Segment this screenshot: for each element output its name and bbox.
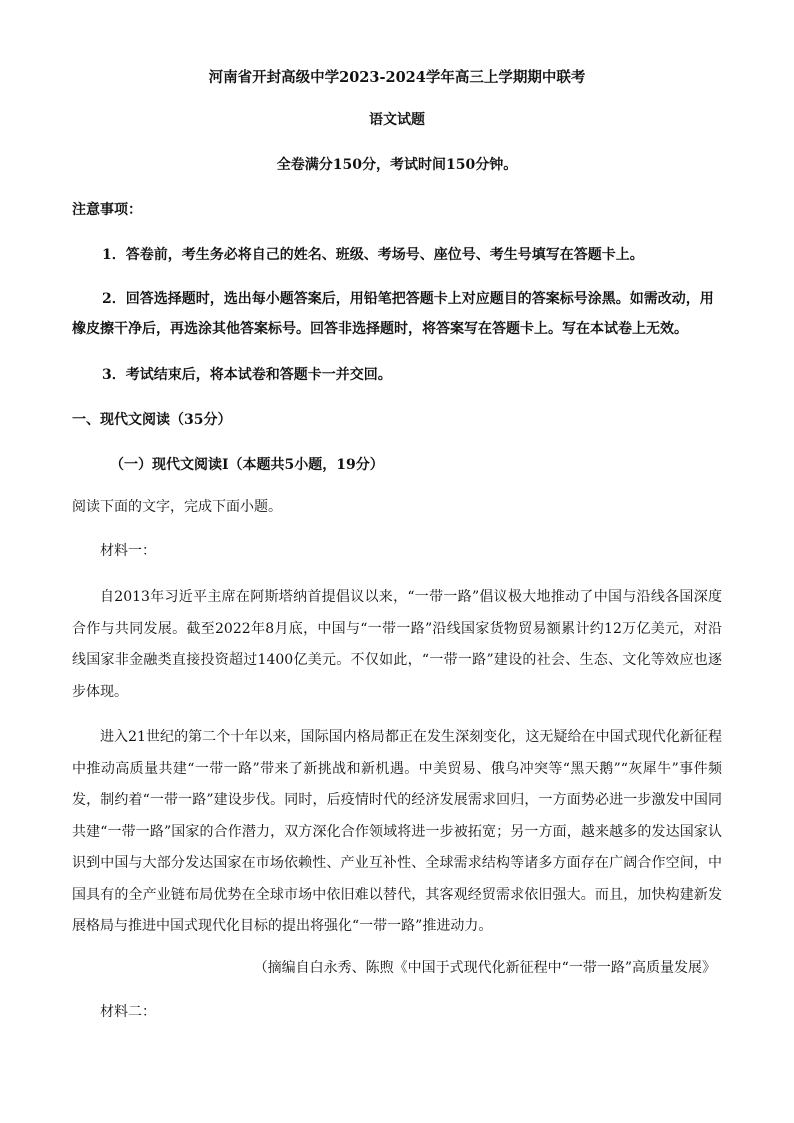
instruction-text: 阅读下面的文字，完成下面小题。 <box>72 499 282 515</box>
sub-section-heading: （一）现代文阅读Ⅰ（本题共5小题，19分） <box>110 457 384 473</box>
notice-heading: 注意事项： <box>72 202 142 218</box>
notice-item-3: 3．考试结束后，将本试卷和答题卡一并交回。 <box>102 367 392 383</box>
material-2-label: 材料二： <box>100 1004 156 1020</box>
material-1-label: 材料一： <box>100 543 156 559</box>
notice-item-1: 1．答卷前，考生务必将自己的姓名、班级、考场号、座位号、考生号填写在答题卡上。 <box>102 247 644 263</box>
score-info: 全卷满分150分，考试时间150分钟。 <box>276 157 518 173</box>
source-citation: （摘编自白永秀、陈煦《中国于式现代化新征程中“一带一路”高质量发展》 <box>253 960 716 976</box>
notice-item-2: 2．回答选择题时，选出每小题答案后，用铅笔把答题卡上对应题目的答案标号涂黑。如需改动，用 <box>102 291 714 307</box>
notice-item-2-cont: 橡皮擦干净后，再选涂其他答案标号。回答非选择题时，将答案写在答题卡上。写在本试卷上无效。 <box>72 321 688 337</box>
material-1-paragraph-2: 进入21世纪的第二个十年以来，国际国内格局都正在发生深刻变化，这无疑给在中国式现代化新征程中推动高质量共建“一带一路”带来了新挑战和新机遇。中美贸易、俄乌冲突等“黑天鹅”“灰犀牛”事件频发，制约着“一带一路”建设步伐。同时，后疫情时代的经济发展需求回归，一方面势必进一步激发中国同共建“一带一路”国家的合作潜力，双方深化合作领域将进一步被拓宽；另一方面，越来越多的发达国家认识到中国与大部分发达国家在市场依赖性、产业互补性、全球需求结构等诸多方面存在广阔合作空间，中国具有的全产业链布局优势在全球市场中依旧难以替代，其客观经贸需求依旧强大。而且，加快构建新发展格局与推进中国式现代化目标的提出将强化“一带一路”推进动力。 <box>72 729 722 934</box>
material-1-paragraph-1: 自2013年习近平主席在阿斯塔纳首提倡议以来，“一带一路”倡议极大地推动了中国与沿线各国深度合作与共同发展。截至2022年8月底，中国与“一带一路”沿线国家货物贸易额累计约12万亿美元，对沿线国家非金融类直接投资超过1400亿美元。不仅如此，“一带一路”建设的社会、生态、文化等效应也逐步体现。 <box>72 589 722 700</box>
subject-title: 语文试题 <box>369 112 425 128</box>
exam-title: 河南省开封高级中学2023-2024学年高三上学期期中联考 <box>208 69 586 86</box>
section-heading: 一、现代文阅读（35分） <box>72 412 232 428</box>
